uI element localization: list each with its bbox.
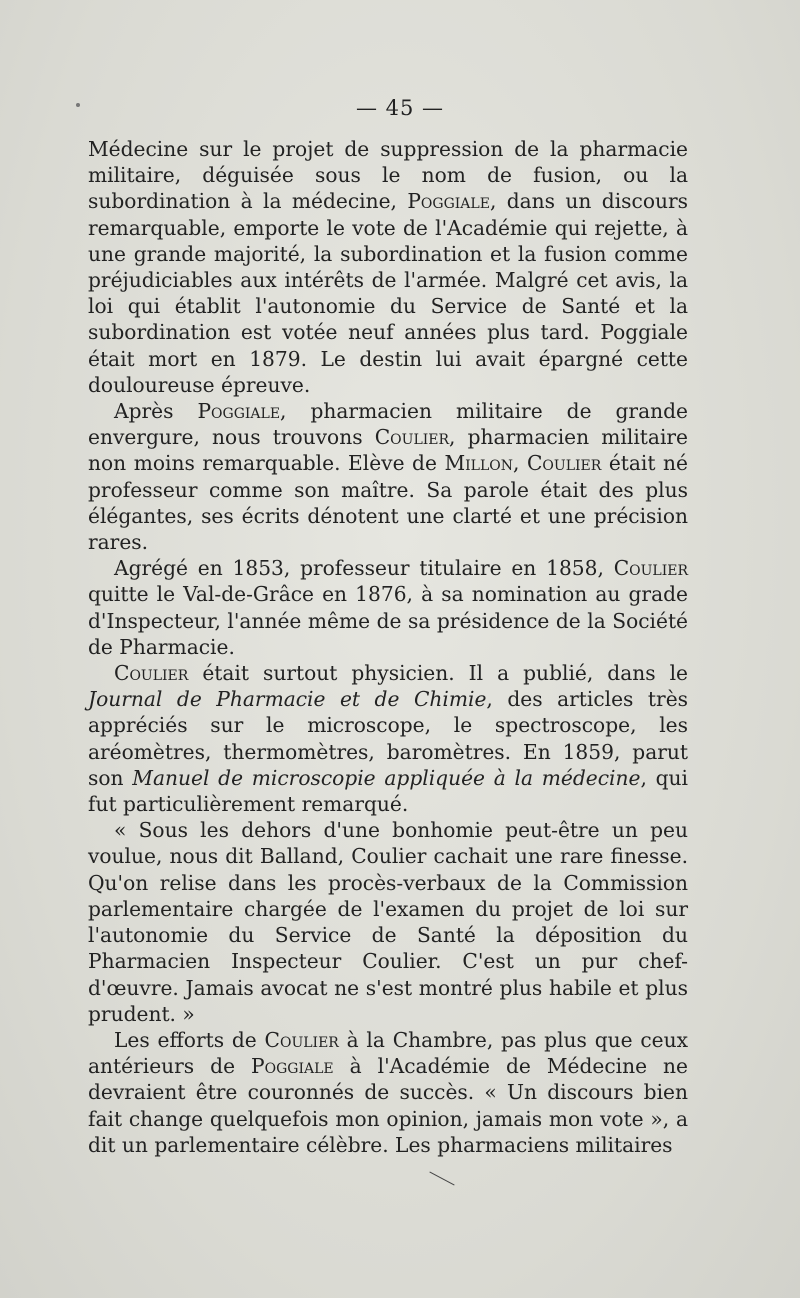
text-run: à l'Académie de Médecine ne devraient être couronnés de succès. « Un discours bien fait change quelquefois mon opinion, jamais mon vote », a dit un parlementaire célèbre. Les pharmaciens militaires <box>88 1054 688 1157</box>
paragraph-4 <box>88 660 688 817</box>
author-name: Coulier <box>374 425 450 450</box>
journal-title: Journal de Pharmacie et de Chimie <box>88 687 487 712</box>
author-name: Poggiale <box>197 399 281 424</box>
text-run: quitte le Val-de-Grâce en 1876, à sa nomination au grade d'Inspecteur, l'année même de sa présidence de la Société de Pharmacie. <box>88 582 688 659</box>
text-run: était surtout physicien. Il a publié, dans le <box>188 661 688 686</box>
author-name: Coulier <box>114 661 189 686</box>
text-run: , <box>513 451 527 476</box>
author-name: Millon <box>444 451 514 476</box>
text-run: était né professeur comme son maître. Sa parole était des plus élégantes, ses écrits dénotent une clarté et une précision rares. <box>88 451 688 555</box>
text-run: Après <box>114 399 198 424</box>
text-run: , dans un discours remarquable, emporte le vote de l'Académie qui rejette, à une grande majorité, la subordination et la fusion comme préjudiciables aux intérêts de l'armée. Malgré cet avis, la loi qui établit l'autonomie du Service de Santé et la subordination est votée neuf années plus tard. Poggiale était mort en 1879. Le destin lui avait épargné cette douloureuse épreuve. <box>88 189 689 397</box>
book-title: Manuel de microscopie appliquée à la médecine <box>132 765 641 790</box>
page-number: — 45 — <box>355 96 445 120</box>
quotation: « Sous les dehors d'une bonhomie peut-être un peu voulue, nous dit Balland, Coulier cachait une rare finesse. Qu'on relise dans les procès-verbaux de la Commission parlementaire chargée de l'examen du projet de loi sur l'autonomie du Service de Santé la déposition du Pharmacien Inspecteur Coulier. C'est un pur chef-d'œuvre. Jamais avocat ne s'est montré plus habile et plus prudent. » <box>88 818 688 1026</box>
paragraph-5 <box>88 817 688 1027</box>
text-run: , pharmacien militaire de grande envergure, nous trouvons <box>88 399 688 450</box>
author-name: Poggiale <box>251 1054 334 1079</box>
text-run: , qui fut particulièrement remarqué. <box>88 765 689 817</box>
text-run: Les efforts de <box>114 1027 265 1052</box>
pencil-mark <box>429 1171 454 1185</box>
author-name: Coulier <box>264 1027 339 1052</box>
paragraph-6 <box>88 1027 688 1158</box>
author-name: Coulier <box>526 451 602 476</box>
paragraph-1 <box>88 136 688 398</box>
paragraph-3 <box>88 555 688 660</box>
author-name: Poggiale <box>407 189 490 214</box>
text-run: , pharmacien militaire non moins remarquable. Elève de <box>88 425 688 476</box>
paragraph-2 <box>88 398 688 555</box>
text-run: , des articles très appréciés sur le microscope, le spectroscope, les aréomètres, thermomètres, baromètres. En 1859, parut son <box>88 687 689 790</box>
author-name: Coulier <box>613 556 688 581</box>
text-run: Médecine sur le projet de suppression de la pharmacie militaire, déguisée sous le nom de fusion, ou la subordination à la médecine, <box>88 137 688 214</box>
text-run: à la Chambre, pas plus que ceux antérieurs de <box>88 1027 688 1079</box>
text-run: Agrégé en 1853, professeur titulaire en 1858, <box>114 556 614 581</box>
body-text <box>88 136 688 1158</box>
